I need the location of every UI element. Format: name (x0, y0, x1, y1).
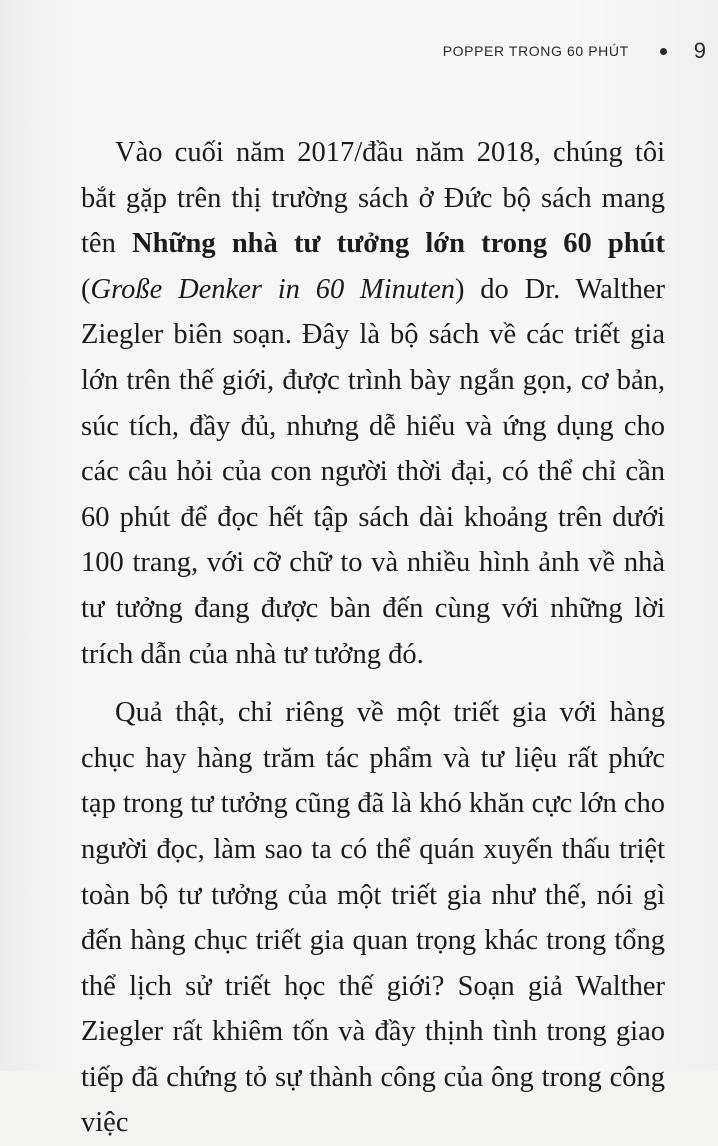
running-title: POPPER TRONG 60 PHÚT (442, 43, 629, 59)
page-number: 9 (693, 38, 706, 63)
paragraph-1-text-c: ) do Dr. Walther Ziegler biên soạn. Đây là bộ sách về các triết gia lớn trên thế giới, được trình bày ngắn gọn, cơ bản, súc tích, đầy đủ, nhưng dễ hiểu và ứng dụng cho các câu hỏi của con người thời đại, có thể chỉ cần 60 phút để đọc hết tập sách dài khoảng trên dưới 100 trang, với cỡ chữ to và nhiều hình ảnh về nhà tư tưởng đang được bàn đến cùng với những lời trích dẫn của nhà tư tưởng đó. (81, 273, 665, 670)
running-header (443, 38, 706, 64)
body-text (81, 130, 665, 1146)
paragraph-1 (81, 130, 665, 677)
paragraph-2: Quả thật, chỉ riêng về một triết gia với hàng chục hay hàng trăm tác phẩm và tư liệu rất phức tạp trong tư tưởng cũng đã là khó khăn cực lớn cho người đọc, làm sao ta có thể quán xuyến thấu triệt toàn bộ tư tưởng của một triết gia như thế, nói gì đến hàng chục triết gia quan trọng khác trong tổng thể lịch sử triết học thế giới? Soạn giả Walther Ziegler rất khiêm tốn và đầy thịnh tình trong giao tiếp đã chứng tỏ sự thành công của ông trong công việc (81, 697, 665, 1139)
bullet-separator-icon (660, 48, 667, 55)
original-title: Große Denker in 60 Minuten (90, 273, 455, 305)
paragraph-1-text-b: ( (81, 273, 91, 305)
paragraph-1-text-a: Vào cuối năm 2017/đầu năm 2018, chúng tôi bắt gặp trên thị trường sách ở Đức bộ sách mang tên (81, 137, 665, 260)
series-title: Những nhà tư tưởng lớn trong 60 phút (132, 228, 665, 260)
